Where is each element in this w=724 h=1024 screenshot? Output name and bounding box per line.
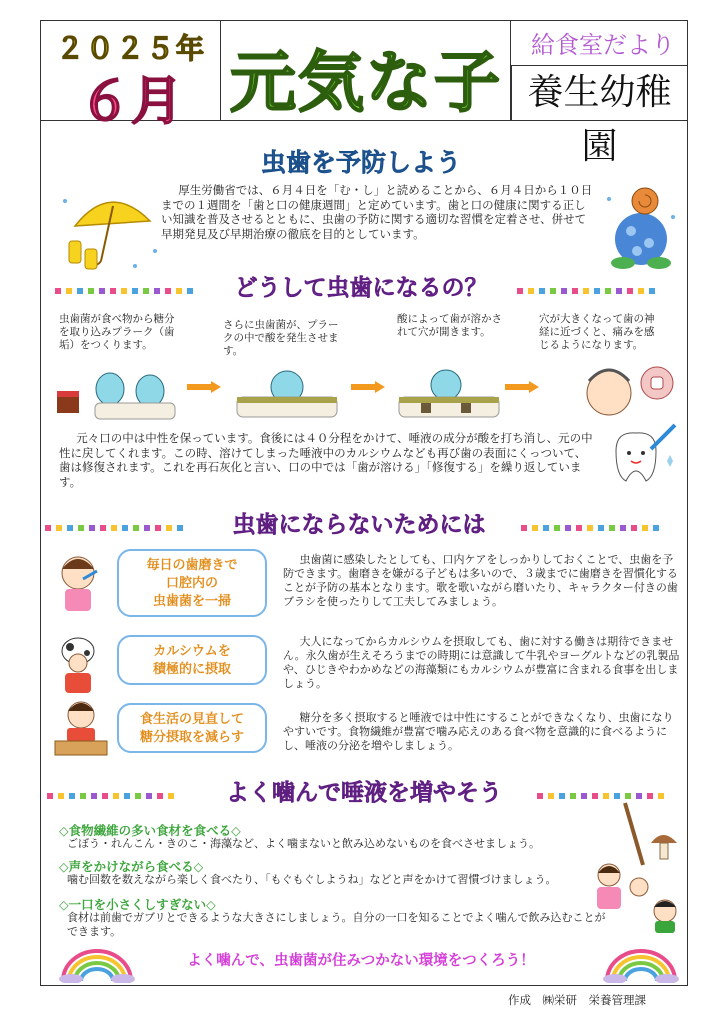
title-cell xyxy=(221,21,511,121)
chewing-tip-text-fiber: ごぼう・れんこん・きのこ・海藻など、よく噛まないと飲み込めないものを食べさせましょう。 xyxy=(67,837,540,850)
prevention-text-brushing: 虫歯菌に感染したとしても、口内ケアをしっかりしておくことで、虫歯を予防できます。歯磨きを嫌がる子どもは多いので、３歳までに歯磨きを習慣化することが予防の基本となります。歌を歌いながら磨いたり、キャラクター付きの歯ブラシを使ったりして工夫してみましょう。 xyxy=(283,553,678,608)
prevention-text-sugar: 糖分を多く摂取すると唾液では中性にすることができなくなり、虫歯になりやすいです。食物繊維が豊富で噛み応えのある食べ物を意識的に食べるようにし、唾液の分泌を増やしましょう。 xyxy=(283,711,674,752)
arrow-right-icon xyxy=(351,381,385,393)
prevention-box-calcium xyxy=(117,635,267,685)
prevention-box-sugar xyxy=(117,703,267,753)
cavity-step-1: 虫歯菌が食べ物から糖分を取り込みプラーク（歯垢）をつくります。 xyxy=(59,313,175,351)
newsletter-subtitle: 給食室だより xyxy=(531,31,675,59)
mother-feeding-baby-icon xyxy=(587,857,683,935)
decorative-dots-left xyxy=(45,516,205,524)
newsletter-sheet xyxy=(40,20,688,986)
author-credit: 作成 ㈱栄研 栄養管理課 xyxy=(508,993,646,1007)
chewing-tip-title-bite: ◇一口を小さくしすぎない◇ xyxy=(59,897,216,912)
happy-tooth-brush-icon xyxy=(601,421,681,491)
decorative-dots-left xyxy=(55,279,215,287)
toothache-child-icon xyxy=(577,359,677,423)
umbrella-boots-icon xyxy=(55,181,165,276)
decorative-dots-right xyxy=(517,279,677,287)
section3-title: 虫歯にならないためには xyxy=(232,512,486,538)
section1-text: 厚生労働省では、６月４日を「む・し」と読めることから、６月４日から１０日までの１週間を「歯と口の健康週間」と定めています。歯と口の健康に関する正しい知識を普及させるとともに、虫歯の予防に関する適切な習慣を定着させ、併せて早期発見及び早期治療の徹底を目的としています。 xyxy=(161,183,593,241)
chewing-tip-text-talk: 噛む回数を数えながら楽しく食べたり、「もぐもぐしようね」などと声をかけて習慣づけましょう。 xyxy=(67,873,557,886)
decorative-dots-right xyxy=(521,516,681,524)
cavity-step-2: さらに虫歯菌が、プラークの中で酸を発生させます。 xyxy=(223,319,339,357)
cavity-step-4: 穴が大きくなって歯の神経に近づくと、痛みを感じるようになります。 xyxy=(539,313,655,351)
arrow-right-icon xyxy=(187,381,221,393)
rainbow-icon xyxy=(57,947,137,983)
cavity-step-3: 酸によって歯が溶かされて穴が開きます。 xyxy=(397,313,502,338)
chewing-tip-text-bite: 食材は前歯でガブリとできるような大きさにしましょう。自分の一口を知ることでよく噛んで飲み込むことができます。 xyxy=(67,911,606,938)
tooth-decay-icon xyxy=(391,361,507,421)
decorative-dots-right xyxy=(537,784,687,792)
month-label: ６月 xyxy=(78,72,183,132)
newsletter-title: 元気な子 xyxy=(230,44,502,121)
prevention-box-label: カルシウムを 積極的に摂取 xyxy=(152,644,231,677)
section2-title: どうして虫歯になるの？ xyxy=(234,275,488,301)
kindergarten-name: 養生幼稚園 xyxy=(511,65,687,121)
germs-acid-icon xyxy=(227,361,347,421)
prevention-text-calcium: 大人になってからカルシウムを摂取しても、歯に対する働きは期待できません。永久歯が生えそろうまでの時期には意識して牛乳やヨーグルトなどの乳製品や、ひじきやわかめなどの海藻類にもカルシウムが豊富に含まれる食事を出しましょう。 xyxy=(283,635,680,690)
section1-title: 虫歯を予防しよう xyxy=(260,148,461,177)
prevention-box-label: 毎日の歯磨きで 口腔内の 虫歯菌を一掃 xyxy=(146,558,238,609)
hydrangea-snail-icon xyxy=(601,181,681,276)
date-cell xyxy=(41,21,221,132)
chewing-tip-title-talk: ◇声をかけながら食べる◇ xyxy=(59,859,204,874)
year-label: ２０２５年 xyxy=(55,32,206,65)
germs-eating-sweets-icon xyxy=(55,361,181,421)
arrow-right-icon xyxy=(505,381,539,393)
closing-message: よく噛んで、虫歯菌が住みつかない環境をつくろう！ xyxy=(187,953,535,969)
decorative-dots-left xyxy=(47,784,197,792)
rainbow-icon xyxy=(601,947,681,983)
child-eating-meal-icon xyxy=(53,697,109,759)
prevention-box-label: 食生活の見直して 糖分摂取を減らす xyxy=(139,712,244,745)
prevention-box-brushing xyxy=(117,549,267,617)
chewing-tip-title-fiber: ◇食物繊維の多い食材を食べる◇ xyxy=(59,823,241,838)
girl-brushing-teeth-icon xyxy=(53,551,103,613)
section2-text: 元々口の中は中性を保っています。食後には４０分程をかけて、唾液の成分が酸を打ち消し、元の中性に戻してくれます。この時、溶けてしまった唾液中のカルシウムなども再び歯の表面にくっついて、歯は修復されます。これを再石灰化と言い、口の中では「歯が溶ける」「修復する」を繰り返しています。 xyxy=(59,431,593,489)
child-cow-costume-icon xyxy=(53,633,103,695)
section4-title: よく噛んで唾液を増やそう xyxy=(226,780,502,806)
